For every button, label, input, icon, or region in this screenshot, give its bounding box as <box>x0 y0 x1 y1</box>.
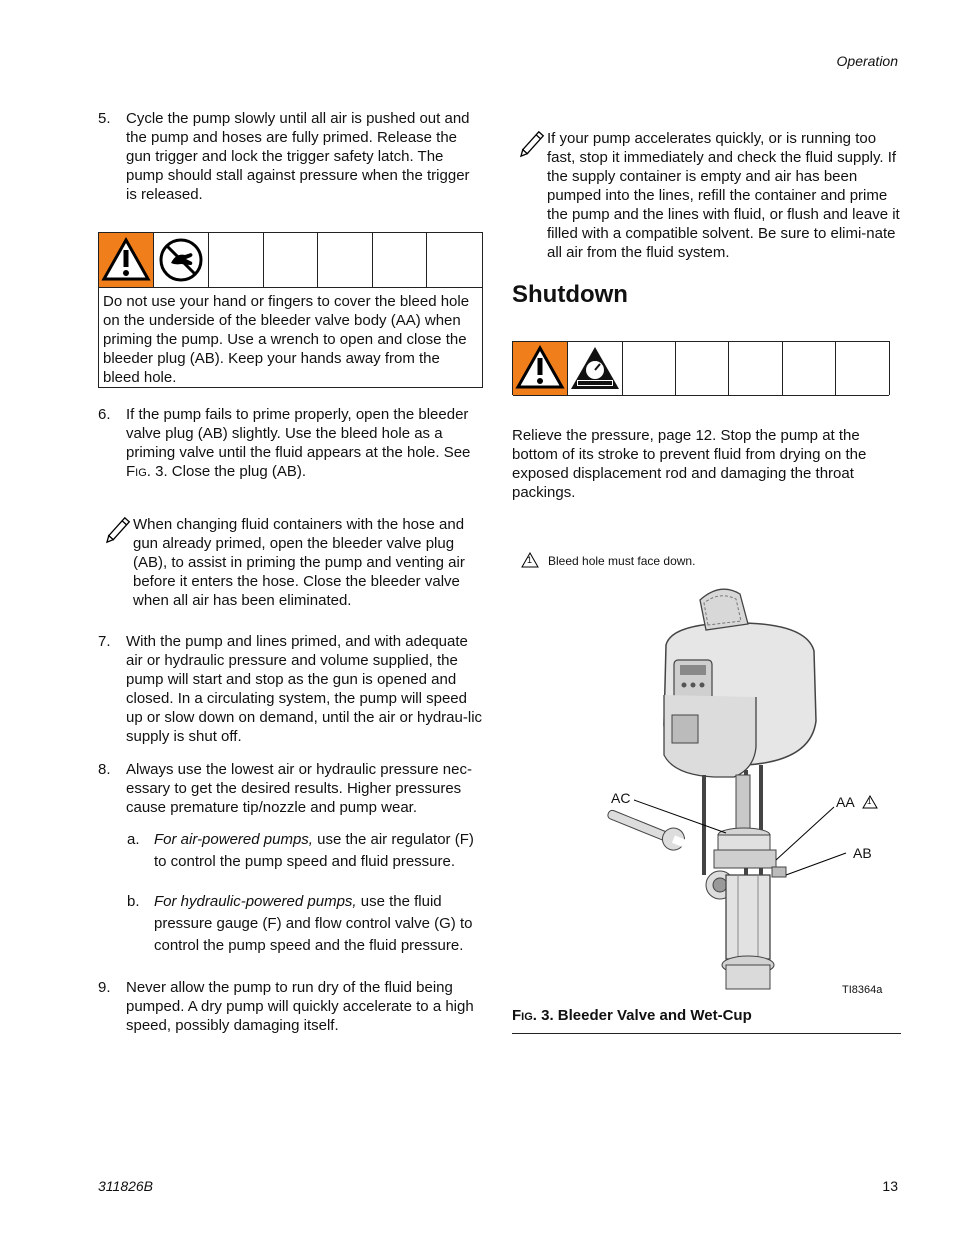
no-hands-icon <box>154 233 209 287</box>
step-8b <box>127 891 487 957</box>
empty-cell <box>783 342 836 395</box>
step-6 <box>98 405 484 483</box>
empty-cell <box>209 233 264 287</box>
step-text: Cycle the pump slowly until all air is pushed out and the pump and hoses are fully primed. Release the gun trigger and lock the trigger safety latch. The pump should stall against pressure when the trigger is released. <box>126 110 470 203</box>
figure-label-ab: AB <box>853 845 872 861</box>
caption-smallcaps: IG <box>521 1011 533 1023</box>
warning-symbol-row <box>513 342 889 396</box>
substep-text <box>154 891 487 957</box>
step-9 <box>98 978 474 1035</box>
figure-label-aa: AA <box>836 794 855 810</box>
warning-text: Do not use your hand or fingers to cover the bleed hole on the underside of the bleeder valve body (AA) when priming the pump. Use a wrench to open and close the bleeder plug (AB). Keep your hands away from the bleed hole. <box>103 293 470 386</box>
warning-box-pressure <box>512 341 890 395</box>
caution-mark-number: 1 <box>867 797 872 806</box>
figure-caption <box>512 1006 901 1034</box>
caution-mark-icon <box>521 552 539 573</box>
pressure-relief-icon <box>568 342 623 395</box>
caution-mark-number: 1 <box>527 555 533 565</box>
figure-reference-number: TI8364a <box>842 984 883 996</box>
document-number: 311826B <box>98 1178 154 1194</box>
step-number: 6. <box>98 406 111 423</box>
pencil-note-icon <box>102 515 132 552</box>
figure-ref-smallcaps: IG <box>135 467 147 479</box>
empty-cell <box>427 233 482 287</box>
caution-mark-icon <box>862 795 878 814</box>
note-changing-containers <box>102 515 482 610</box>
step-text-part: . 3. Close the plug (AB). <box>146 463 307 480</box>
step-7 <box>98 632 484 746</box>
empty-cell <box>623 342 676 395</box>
caption-rest: . 3. Bleeder Valve and Wet-Cup <box>532 1007 752 1024</box>
warning-box-bleed-hole <box>98 232 483 388</box>
substep-letter: b. <box>127 893 140 910</box>
step-number: 7. <box>98 633 111 650</box>
substep-rest: use the air regulator (F) to control the pump speed and fluid pressure. <box>154 831 474 870</box>
empty-cell <box>373 233 428 287</box>
caution-note: Bleed hole must face down. <box>548 554 696 568</box>
section-heading-shutdown: Shutdown <box>512 281 628 308</box>
step-text: Never allow the pump to run dry of the fluid being pumped. A dry pump will quickly accelerate to a high speed, possibly damaging itself. <box>126 979 474 1034</box>
step-text-part: If the pump fails to prime properly, open the bleeder valve plug (AB) slightly. Use the bleed hole as a priming valve until the fluid appears at the hole. See <box>126 406 471 461</box>
note-pump-accelerates <box>516 129 900 262</box>
warning-triangle-icon <box>99 233 154 287</box>
substep-italic: For air-powered pumps, <box>154 831 313 848</box>
pencil-note-icon <box>516 129 546 166</box>
step-number: 9. <box>98 979 111 996</box>
note-text: If your pump accelerates quickly, or is running too fast, stop it immediately and check the fluid supply. If the supply container is empty and air has been pumped into the lines, refill the container and prime the pump and the lines with fluid, or flush and leave it filled with a compatible solvent. Be sure to elimi-nate all air from the fluid system. <box>547 130 900 261</box>
empty-cell <box>729 342 782 395</box>
step-text: With the pump and lines primed, and with adequate air or hydraulic pressure and volume supplied, the pump will start and stop as the gun is opened and closed. In a circulating system, the pump will speed up or slow down on demand, until the air or hydrau-lic supply is shut off. <box>126 633 483 745</box>
shutdown-instructions: Relieve the pressure, page 12. Stop the pump at the bottom of its stroke to prevent fluid from drying on the exposed displacement rod and damaging the throat packings. <box>512 427 867 501</box>
figure-ref-initial: F <box>126 463 136 480</box>
substep-letter: a. <box>127 831 140 848</box>
step-text: Always use the lowest air or hydraulic pressure nec-essary to get the desired results. Higher pressures cause premature tip/nozzle and pump wear. <box>126 761 472 816</box>
step-number: 5. <box>98 110 111 127</box>
substep-italic: For hydraulic-powered pumps, <box>154 893 357 910</box>
step-8 <box>98 760 484 817</box>
warning-triangle-icon <box>513 342 568 395</box>
note-text: When changing fluid containers with the hose and gun already primed, open the bleeder valve plug (AB), to assist in priming the pump and venting air before it enters the hose. Close the bleeder valve when all air has been eliminated. <box>133 516 465 609</box>
step-5 <box>98 109 484 204</box>
page-number: 13 <box>882 1178 898 1194</box>
step-number: 8. <box>98 761 111 778</box>
step-8a <box>127 829 487 873</box>
step-text <box>126 405 484 483</box>
empty-cell <box>264 233 319 287</box>
empty-cell <box>318 233 373 287</box>
substep-text <box>154 829 487 873</box>
substep-rest: use the fluid pressure gauge (F) and flow control valve (G) to control the pump speed and the fluid pressure. <box>154 893 473 954</box>
warning-symbol-row <box>99 233 482 288</box>
running-header: Operation <box>836 53 898 69</box>
caption-initial: F <box>512 1007 522 1024</box>
empty-cell <box>836 342 889 395</box>
empty-cell <box>676 342 729 395</box>
figure-label-ac: AC <box>611 790 631 806</box>
